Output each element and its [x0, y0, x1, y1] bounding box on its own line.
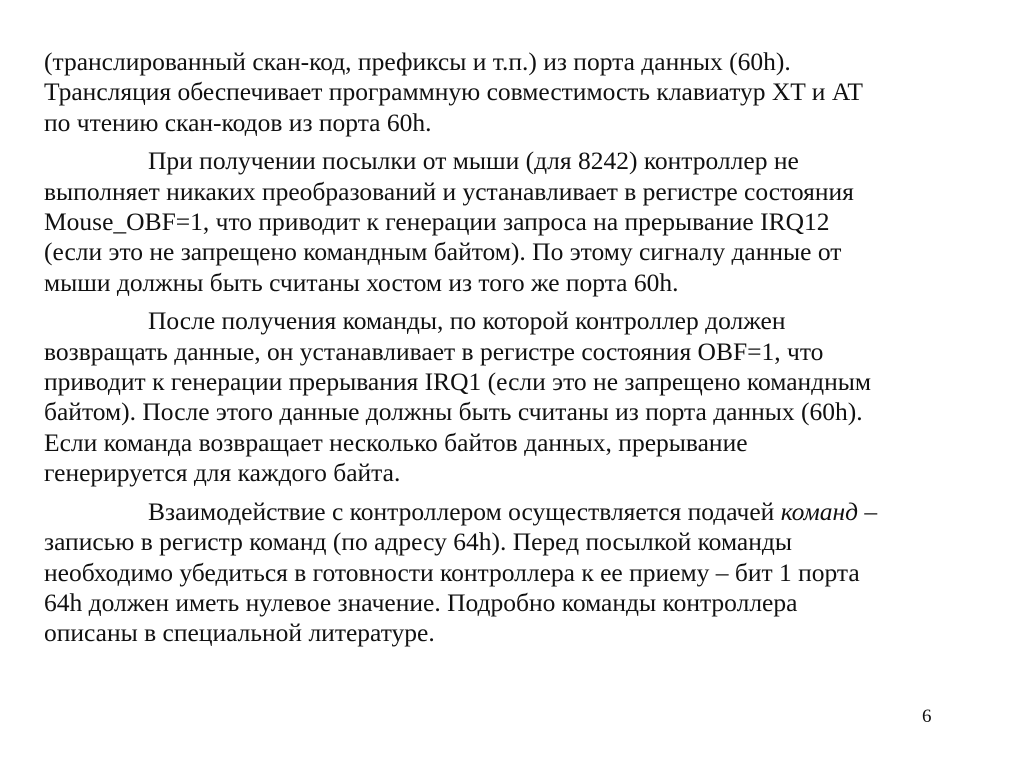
text-line: Mouse_OBF=1, что приводит к генерации запроса на прерывание IRQ12: [44, 207, 830, 237]
text-line: приводит к генерации прерывания IRQ1 (если это не запрещено командным: [44, 367, 872, 397]
text-line: (транслированный скан-код, префиксы и т.п.) из порта данных (60h).: [44, 47, 791, 76]
text-line: 64h должен иметь нулевое значение. Подробно команды контроллера: [44, 587, 798, 617]
text-line: Трансляция обеспечивает программную совместимость клавиатур XT и AT: [44, 77, 863, 107]
text-run: Взаимодействие с контроллером осуществляется подачей: [148, 496, 781, 526]
text-line: мыши должны быть считаны хостом из того же порта 60h.: [44, 267, 679, 297]
document-body: [44, 47, 984, 657]
text-line: байтом). После этого данные должны быть считаны из порта данных (60h).: [44, 397, 863, 427]
paragraph-2: [44, 146, 984, 298]
paragraph-1: [44, 47, 984, 138]
text-line: возвращать данные, он устанавливает в регистре состояния OBF=1, что: [44, 336, 824, 366]
text-line: записью в регистр команд (по адресу 64h). Перед посылкой команды: [44, 527, 792, 557]
text-line: После получения команды, по которой контроллер должен: [148, 306, 786, 336]
text-line: [44, 497, 984, 527]
paragraph-3: [44, 306, 984, 488]
text-line: (если это не запрещено командным байтом). По этому сигналу данные от: [44, 237, 842, 267]
text-line: Если команда возвращает несколько байтов данных, прерывание: [44, 427, 748, 457]
text-line: описаны в специальной литературе.: [44, 618, 435, 648]
text-line: генерируется для каждого байта.: [44, 458, 401, 488]
text-line: по чтению скан-кодов из порта 60h.: [44, 107, 432, 137]
page-number: 6: [922, 706, 932, 727]
emphasized-term: команд: [780, 496, 859, 526]
text-line: необходимо убедиться в готовности контроллера к ее приему – бит 1 порта: [44, 557, 860, 587]
text-run: –: [858, 496, 878, 526]
text-line: выполняет никаких преобразований и устанавливает в регистре состояния: [44, 176, 854, 206]
paragraph-4: [44, 497, 984, 649]
text-line: При получении посылки от мыши (для 8242) контроллер не: [148, 146, 799, 176]
